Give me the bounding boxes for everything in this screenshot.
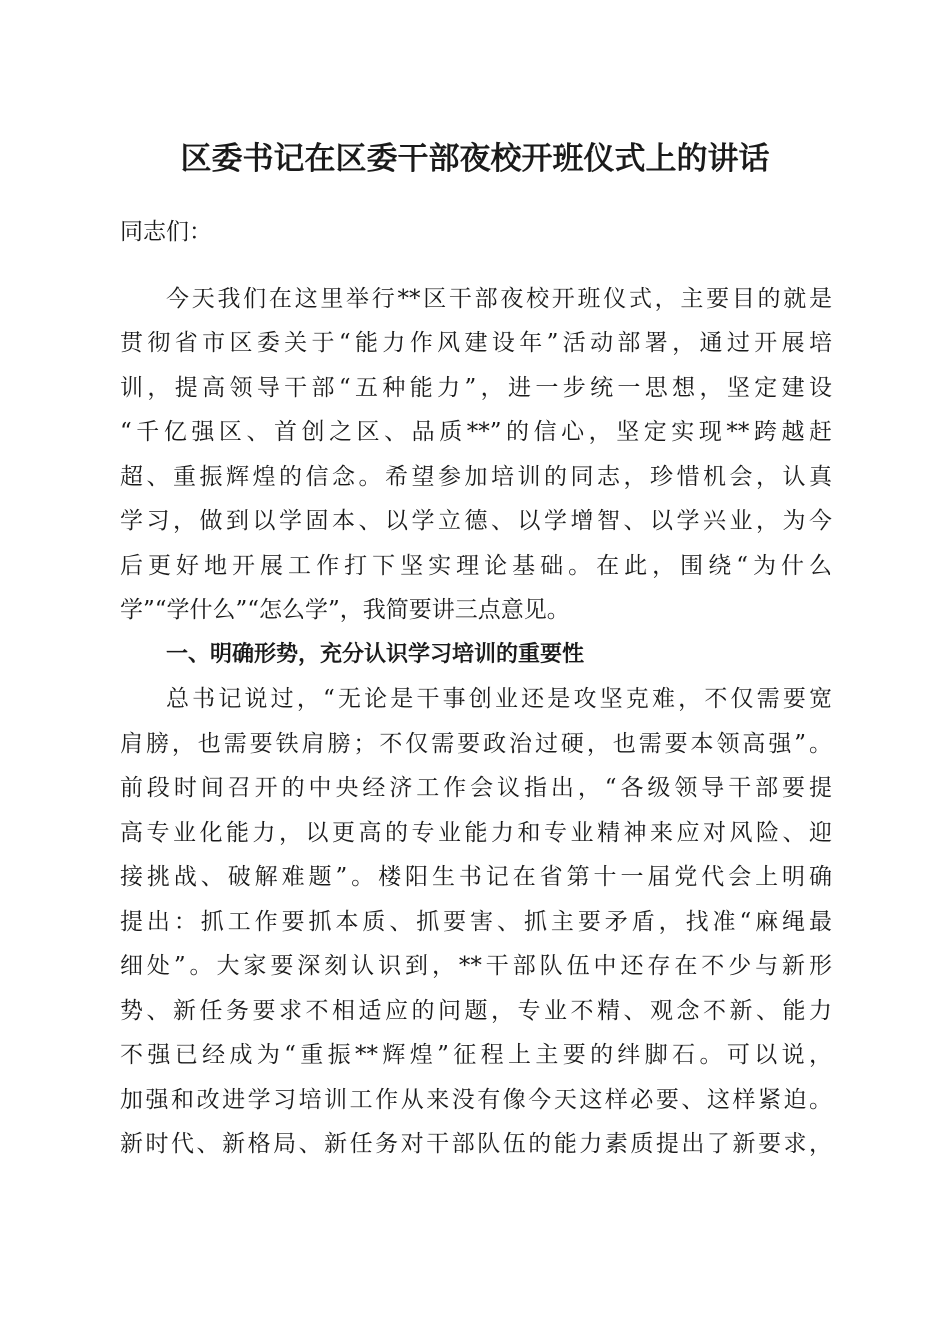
- intro-line: 今天我们在这里举行**区干部夜校开班仪式，主要目的就是: [166, 286, 832, 312]
- section-line: 提出：抓工作要抓本质、抓要害、抓主要矛盾，找准“麻绳最: [120, 909, 832, 935]
- intro-line: 训，提高领导干部“五种能力”，进一步统一思想，坚定建设: [120, 375, 832, 401]
- section-line: 接挑战、破解难题”。楼阳生书记在省第十一届党代会上明确: [120, 864, 832, 890]
- intro-line: 后更好地开展工作打下坚实理论基础。在此，围绕“为什么: [120, 553, 832, 579]
- section-line: 总书记说过，“无论是干事创业还是攻坚克难，不仅需要宽: [166, 686, 832, 712]
- section-line: 前段时间召开的中央经济工作会议指出，“各级领导干部要提: [120, 775, 832, 801]
- intro-line: 贯彻省市区委关于“能力作风建设年”活动部署，通过开展培: [120, 330, 832, 356]
- section-line: 加强和改进学习培训工作从来没有像今天这样必要、这样紧迫。: [120, 1087, 832, 1113]
- intro-line: “千亿强区、首创之区、品质**”的信心，坚定实现**跨越赶: [120, 419, 832, 445]
- section-line: 不强已经成为“重振**辉煌”征程上主要的绊脚石。可以说，: [120, 1042, 832, 1068]
- section-line: 势、新任务要求不相适应的问题，专业不精、观念不新、能力: [120, 998, 832, 1024]
- intro-line: 超、重振辉煌的信念。希望参加培训的同志，珍惜机会，认真: [120, 464, 832, 490]
- section-line: 高专业化能力，以更高的专业能力和专业精神来应对风险、迎: [120, 820, 832, 846]
- section-line: 新时代、新格局、新任务对干部队伍的能力素质提出了新要求，: [120, 1131, 832, 1157]
- section-line: 肩膀，也需要铁肩膀；不仅需要政治过硬，也需要本领高强”。: [120, 731, 832, 757]
- intro-line: 学”“学什么”“怎么学”，我简要讲三点意见。: [120, 597, 570, 623]
- intro-line: 学习，做到以学固本、以学立德、以学增智、以学兴业，为今: [120, 508, 832, 534]
- salutation: 同志们：: [120, 219, 212, 245]
- section-line: 细处”。大家要深刻认识到，**干部队伍中还存在不少与新形: [120, 953, 832, 979]
- document-title: 区委书记在区委干部夜校开班仪式上的讲话: [180, 141, 770, 177]
- section-heading: 一、明确形势，充分认识学习培训的重要性: [166, 642, 585, 667]
